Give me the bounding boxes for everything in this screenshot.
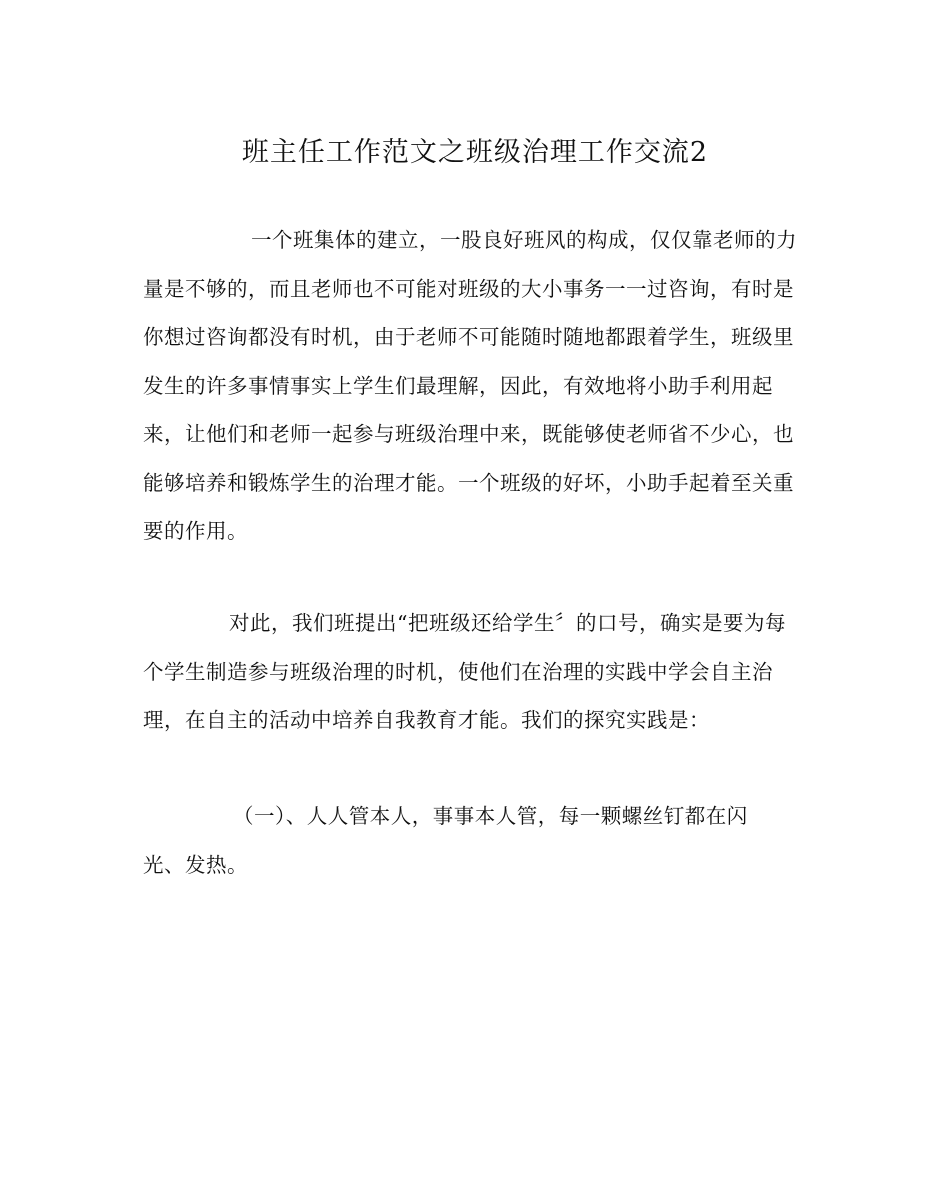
document-title: 班主任工作范文之班级治理工作交流2 — [241, 137, 709, 168]
paragraph-section-one: （一）、人人管本人，事事本人管，每一颗螺丝钉都在闪光、发热。 — [143, 804, 748, 877]
paragraph-slogan: 对此，我们班提出“把班级还给学生〞的口号，确实是要为每个学生制造参与班级治理的时机，使他们在治理的实践中学会自主治理，在自主的活动中培养自我教育才能。我们的探究实践是： — [143, 611, 786, 732]
paragraph-intro: 一个班集体的建立，一股良好班风的构成，仅仅靠老师的力量是不够的，而且老师也不可能对班级的大小事务一一过咨询，有时是你想过咨询都没有时机，由于老师不可能随时随地都跟着学生，班级里发生的许多事情事实上学生们最理解，因此，有效地将小助手利用起来，让他们和老师一起参与班级治理中来，既能够使老师省不少心，也能够培养和锻炼学生的治理才能。一个班级的好坏，小助手起着至关重要的作用。 — [143, 228, 797, 543]
